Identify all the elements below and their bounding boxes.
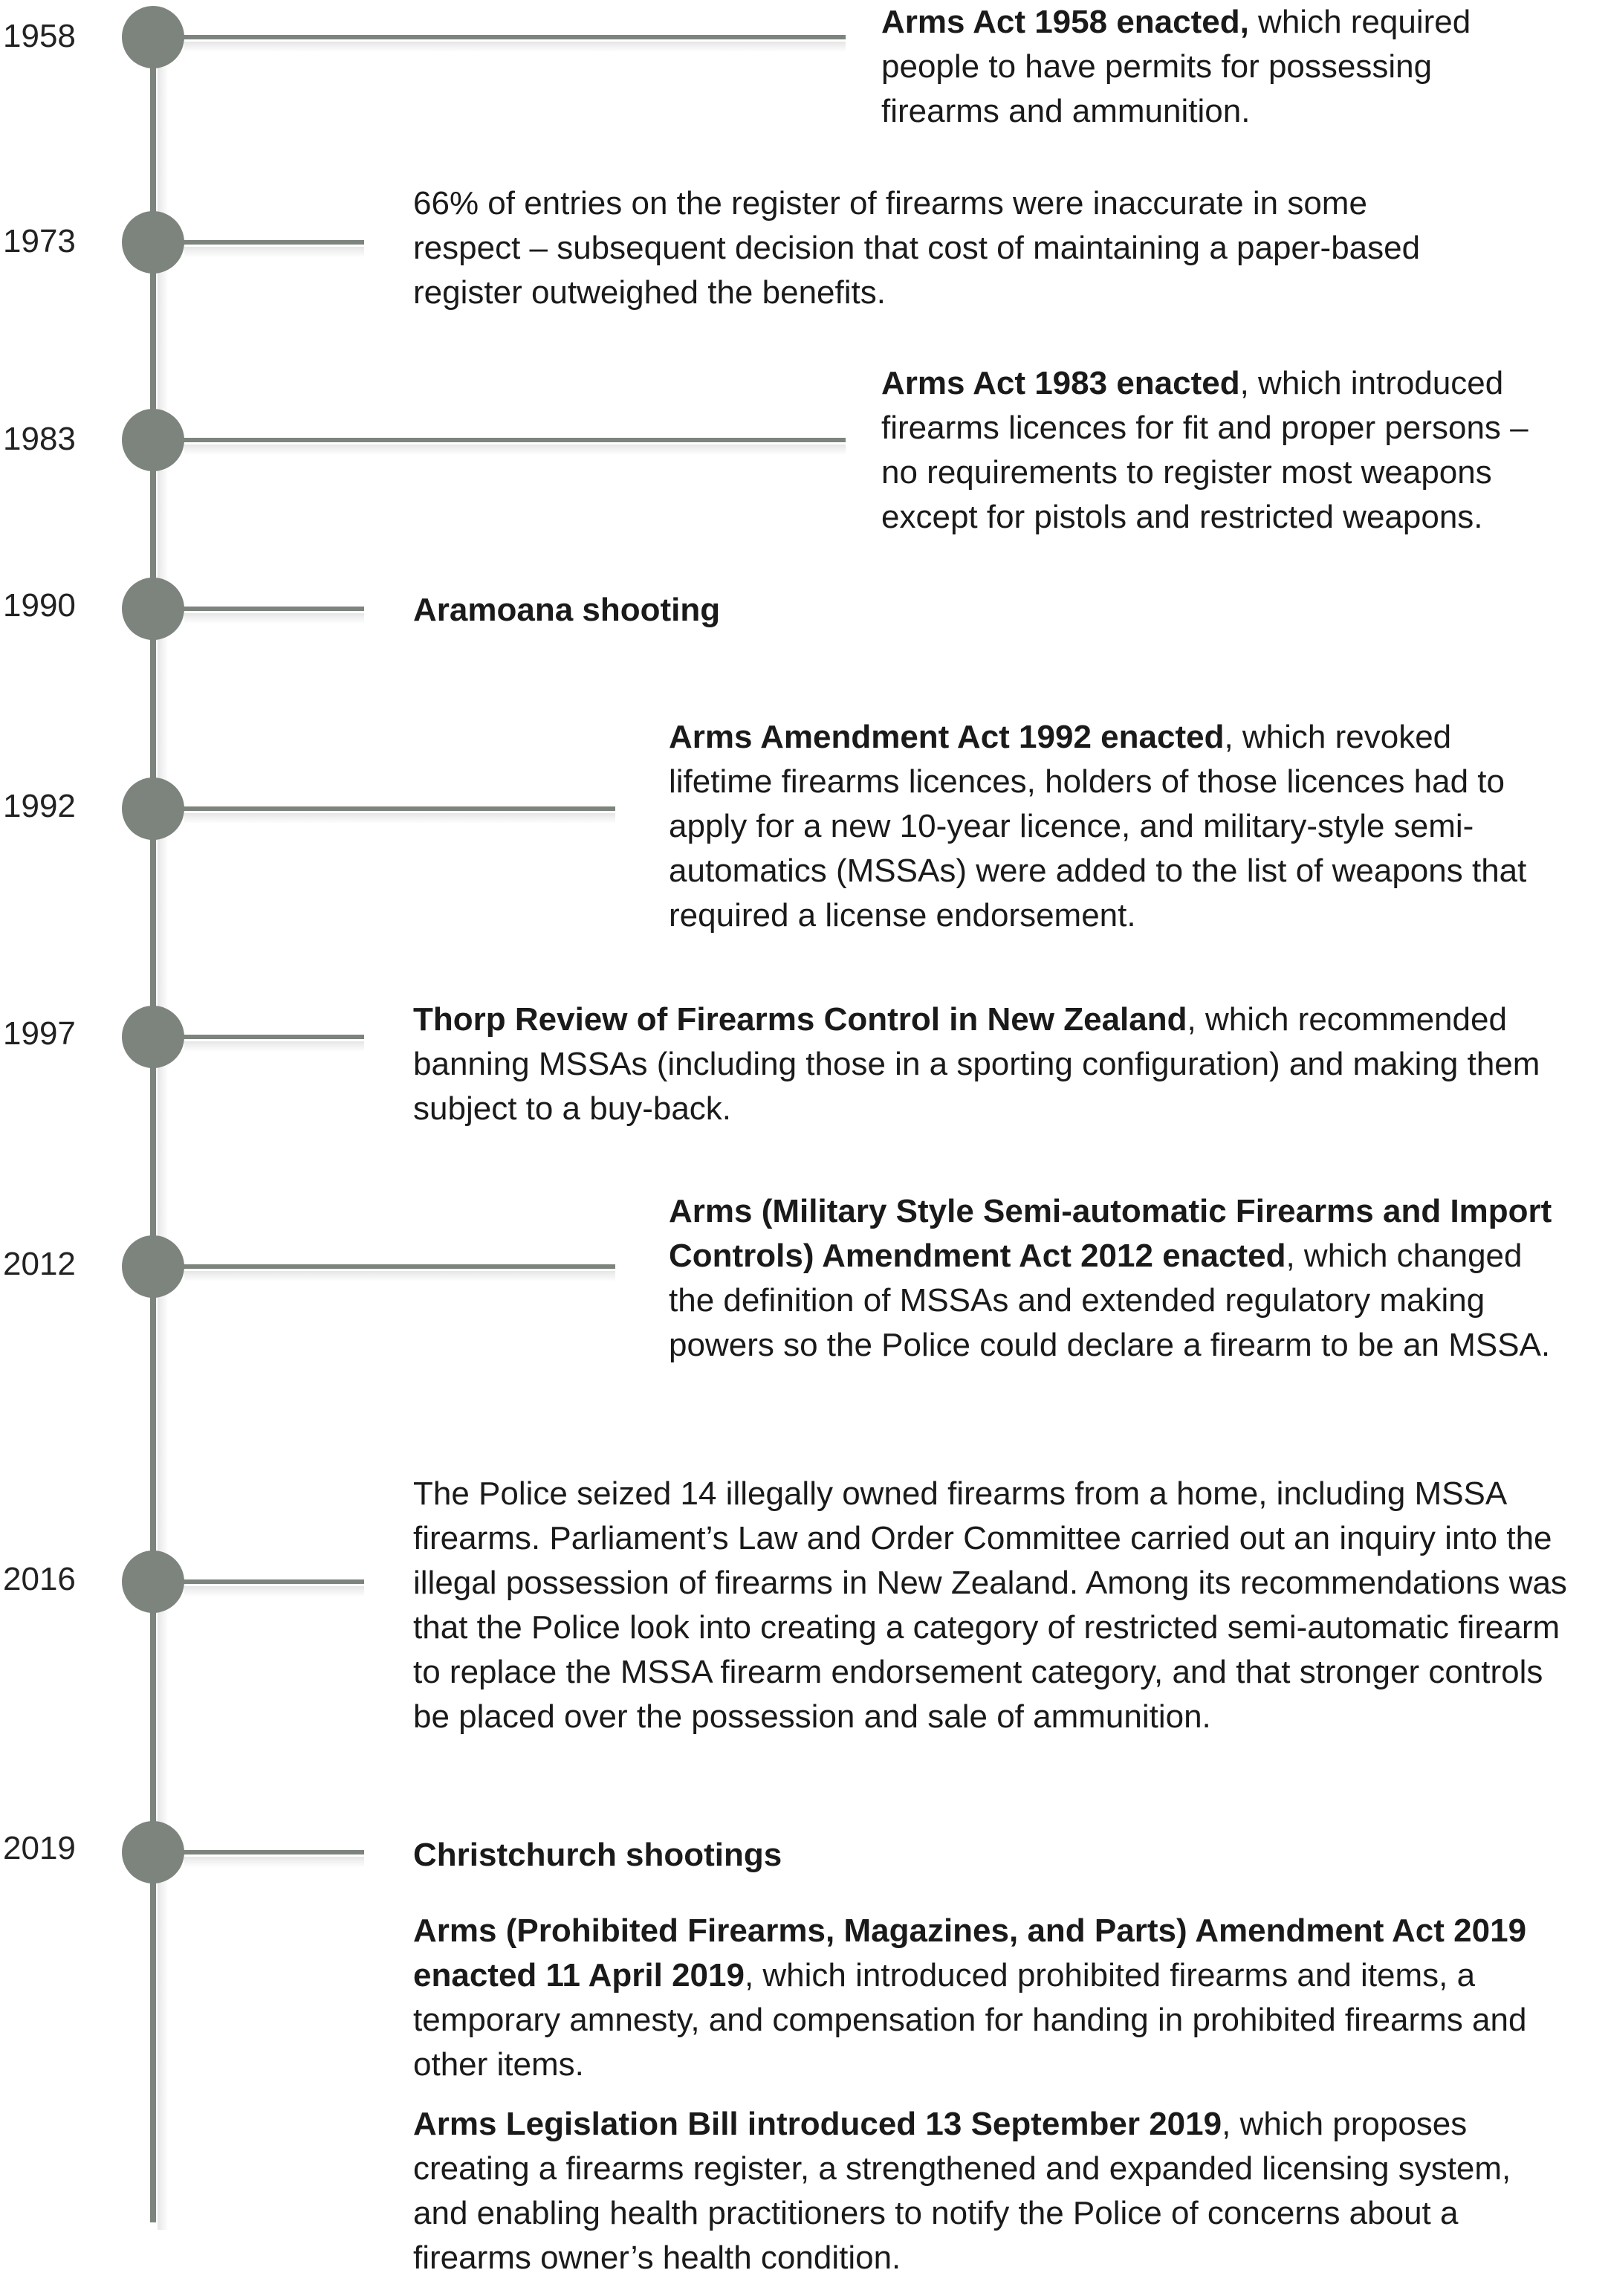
- year-label: 1958: [3, 18, 76, 54]
- timeline-node: [122, 578, 184, 640]
- connector-line: [178, 1850, 364, 1854]
- event-title: Aramoana shooting: [413, 592, 721, 628]
- connector-line: [178, 1264, 615, 1269]
- timeline-node: [122, 1235, 184, 1298]
- year-label: 1973: [3, 223, 76, 259]
- connector-shadow: [184, 247, 364, 257]
- timeline-node: [122, 777, 184, 840]
- timeline-spine: [150, 18, 156, 2222]
- connector-shadow: [184, 613, 364, 624]
- connector-line: [178, 1035, 364, 1039]
- year-label: 1992: [3, 788, 76, 824]
- event-title: Christchurch shootings: [413, 1837, 782, 1873]
- connector-shadow: [184, 1586, 364, 1597]
- connector-line: [178, 607, 364, 611]
- connector-line: [178, 438, 846, 442]
- event-text: Arms Amendment Act 1992 enacted, which revoked lifetime firearms licences, holders of those licences had to apply for a new 10-year licence, and military-style semi-automatics (MSSAs) were added to the list of weapons that required a license endorsement.: [669, 719, 1527, 934]
- connector-shadow: [184, 1041, 364, 1052]
- connector-line: [178, 806, 615, 811]
- connector-line: [178, 240, 364, 245]
- connector-shadow: [184, 1857, 364, 1867]
- year-label: 2016: [3, 1561, 76, 1597]
- connector-shadow: [184, 444, 846, 455]
- connector-shadow: [184, 1271, 615, 1281]
- event-text: Arms Legislation Bill introduced 13 September 2019, which proposes creating a firearms register, a strengthened and expanded licensing system, and enabling health practitioners to notify the Police of concerns about a firearms owner’s health condition.: [413, 2106, 1511, 2276]
- timeline-node: [122, 211, 184, 274]
- connector-shadow: [184, 813, 615, 824]
- year-label: 2019: [3, 1830, 76, 1866]
- year-label: 2012: [3, 1246, 76, 1282]
- event-text: Arms (Military Style Semi-automatic Firearms and Import Controls) Amendment Act 2012 enacted, which changed the definition of MSSAs and extended regulatory making powers so the Police could declare a firearm to be an MSSA.: [669, 1193, 1552, 1363]
- timeline-spine-shadow: [158, 30, 168, 2230]
- year-label: 1997: [3, 1015, 76, 1052]
- timeline-node: [122, 1550, 184, 1613]
- event-text: Thorp Review of Firearms Control in New Zealand, which recommended banning MSSAs (including those in a sporting configuration) and making them subject to a buy-back.: [413, 1001, 1540, 1127]
- connector-shadow: [184, 42, 846, 52]
- year-label: 1983: [3, 421, 76, 457]
- timeline-node: [122, 409, 184, 471]
- timeline-node: [122, 1821, 184, 1883]
- event-text: Arms Act 1983 enacted, which introduced firearms licences for fit and proper persons – no requirements to register most weapons except for pistols and restricted weapons.: [881, 365, 1528, 535]
- year-label: 1990: [3, 587, 76, 624]
- connector-line: [178, 1579, 364, 1584]
- event-text: The Police seized 14 illegally owned firearms from a home, including MSSA firearms. Parliament’s Law and Order Committee carried out an inquiry into the illegal possession of firearms in New Zealand. Among its recommendations was that the Police look into creating a category of restricted semi-automatic firearm to replace the MSSA firearm endorsement category, and that stronger controls be placed over the possession and sale of ammunition.: [413, 1475, 1567, 1735]
- event-text: Arms Act 1958 enacted, which required people to have permits for possessing firearms and ammunition.: [881, 4, 1471, 129]
- connector-line: [178, 35, 846, 39]
- timeline-node: [122, 1006, 184, 1068]
- timeline-node: [122, 6, 184, 68]
- event-text: 66% of entries on the register of firearms were inaccurate in some respect – subsequent decision that cost of maintaining a paper-based register outweighed the benefits.: [413, 185, 1421, 311]
- event-text: Arms (Prohibited Firearms, Magazines, and Parts) Amendment Act 2019 enacted 11 April 2019, which introduced prohibited firearms and items, a temporary amnesty, and compensation for handing in prohibited firearms and other items.: [413, 1912, 1527, 2083]
